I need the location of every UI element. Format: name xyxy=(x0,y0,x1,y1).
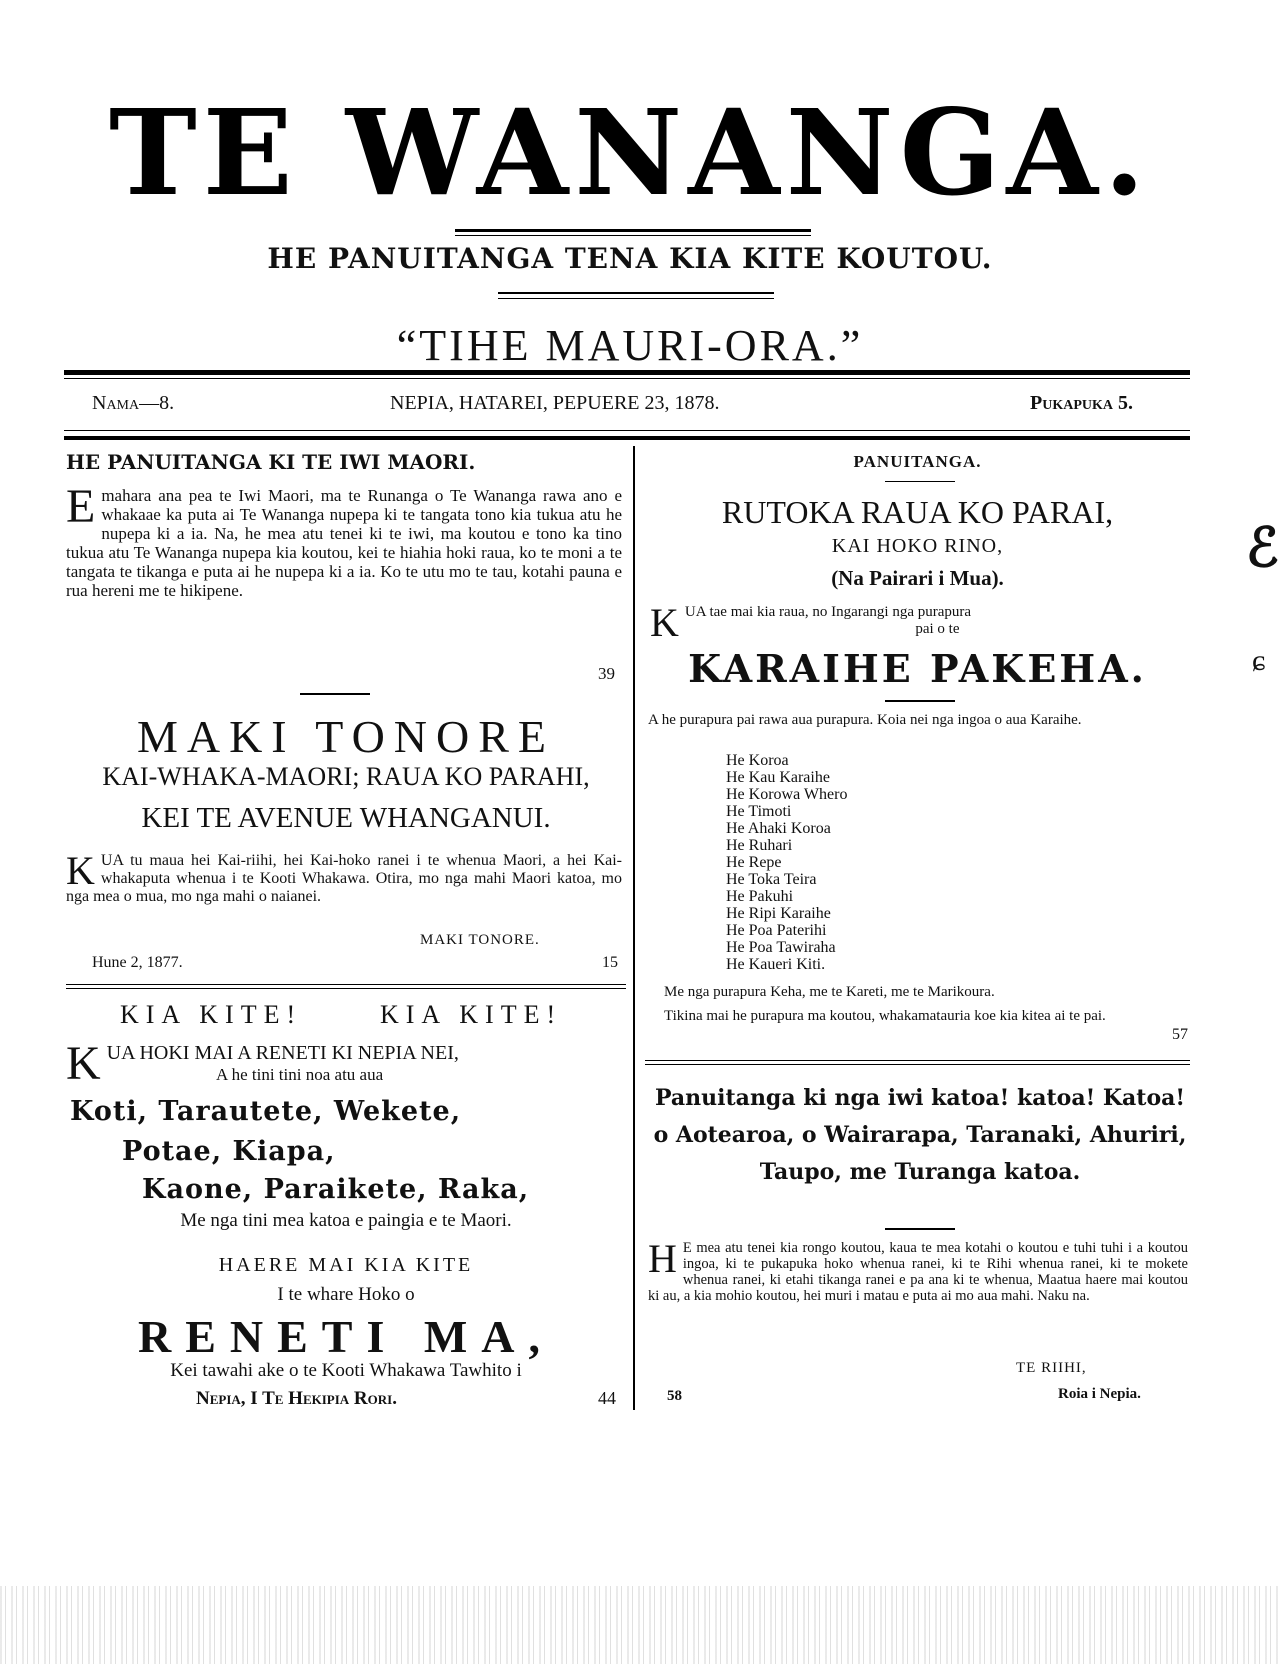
maki-signature: MAKI TONORE. xyxy=(420,932,540,948)
kiakite-street: Nepia, I Te Hekipia Rori. xyxy=(196,1388,397,1409)
masthead-subtitle: HE PANUITANGA TENA KIA KITE KOUTOU. xyxy=(267,242,993,275)
panui-heading-rule xyxy=(885,481,955,482)
dateline-rule-thick xyxy=(64,436,1190,440)
kiakite-goods-3: Kaone, Paraikete, Raka, xyxy=(142,1174,530,1205)
panui-end-rule-2 xyxy=(645,1064,1190,1065)
tribes-signature: TE RIIHI, xyxy=(1016,1360,1087,1376)
subtitle-rule-2 xyxy=(498,298,774,299)
tribes-place: Roia i Nepia. xyxy=(1058,1386,1141,1402)
maki-line2: KEI TE AVENUE WHANGANUI. xyxy=(141,802,551,834)
maki-name: MAKI TONORE xyxy=(136,711,556,762)
dateline-rule-thin xyxy=(64,430,1190,431)
maki-end-rule-2 xyxy=(66,988,626,989)
panui-firm: RUTOKA RAUA KO PARAI, xyxy=(721,494,1114,530)
maki-date: Hune 2, 1877. xyxy=(92,954,183,971)
panui-list xyxy=(726,752,847,973)
tribes-body xyxy=(648,1236,1188,1304)
motto-rule-thick xyxy=(64,370,1190,375)
list-item: He Poa Tawiraha xyxy=(726,939,836,956)
list-item: He Kau Karaihe xyxy=(726,769,830,786)
panui-desc: A he purapura pai rawa aua purapura. Koia nei nga ingoa o aua Karaihe. xyxy=(648,712,1082,728)
kiakite-line2: A he tini tini noa atu aua xyxy=(216,1065,384,1084)
tribes-text: E mea atu tenei kia rongo koutou, kaua te mea kotahi o koutou e tuhi tuhi i a koutou ingoa, ki te pukapuka hoko whenua ranei, ki te Rihi whenua ranei, ki te mokete whenua ranei, ki etahi tikanga ranei e pa ana ki te whenua, Maatua haere mai koutou ki au, a kia mohio koutou, hei muri i matau e puta ai mo aua mahi. Naku na. xyxy=(648,1240,1188,1304)
maki-text: UA tu maua hei Kai-riihi, hei Kai-hoko ranei i te whenua Maori, a hei Kai-whakaputa whenua i te Kooti Whakawa. Otira, mo nga mahi Maori katoa, mo nga mea o mua, mo nga mahi o naianei. xyxy=(66,852,622,905)
subtitle-rule xyxy=(498,292,774,294)
panui-closing: Tikina mai he purapura ma koutou, whakamatauria koe kia kitea ai te pai. xyxy=(664,1008,1106,1024)
list-item: He Ripi Karaihe xyxy=(726,905,831,922)
panui-note: (Na Pairari i Mua). xyxy=(831,566,1004,590)
list-item: He Koroa xyxy=(726,752,789,769)
tribes-heading: Panuitanga ki nga iwi katoa! katoa! Katoa! o Aotearoa, o Wairarapa, Taranaki, Ahuriri, Taupo, me Turanga katoa. xyxy=(653,1085,1187,1185)
issue-date: NEPIA, HATAREI, PEPUERE 23, 1878. xyxy=(390,392,720,414)
panui-intro xyxy=(650,600,1190,645)
kiakite-whare: I te whare Hoko o xyxy=(277,1284,415,1305)
panui-product-rule xyxy=(885,700,955,702)
masthead-rule-top xyxy=(455,229,811,232)
tribes-dropcap: H xyxy=(648,1236,677,1281)
kiakite-dropcap: K xyxy=(66,1037,101,1090)
kiakite-line1: UA HOKI MAI A RENETI KI NEPIA NEI, xyxy=(106,1042,459,1064)
masthead-motto: “TIHE MAURI-ORA.” xyxy=(396,321,864,370)
motto-rule-thin xyxy=(64,378,1190,379)
notice-heading: HE PANUITANGA KI TE IWI MAORI. xyxy=(66,450,476,474)
notice-dropcap: E xyxy=(66,480,96,533)
maki-body xyxy=(66,848,622,906)
notice-body xyxy=(66,480,622,600)
panui-intro-1: UA tae mai kia raua, no Ingarangi nga purapura xyxy=(684,604,972,620)
issue-number: Nama—8. xyxy=(92,392,175,414)
masthead-rule-top-2 xyxy=(455,235,811,236)
panui-dropcap: K xyxy=(650,600,679,645)
list-item: He Poa Paterihi xyxy=(726,922,827,939)
panui-product: KARAIHE PAKEHA. xyxy=(688,646,1147,691)
notice-number: 39 xyxy=(598,664,615,683)
kiakite-goods-2: Potae, Kiapa, xyxy=(122,1136,336,1167)
kiakite-heading-1: KIA KITE! xyxy=(120,1000,303,1029)
masthead-title: TE WANANGA. xyxy=(108,83,1152,222)
kiakite-line3: Me nga tini mea katoa e paingia e te Maori. xyxy=(180,1210,512,1231)
kiakite-number: 44 xyxy=(598,1388,616,1408)
list-item: He Timoti xyxy=(726,803,792,820)
panui-number: 57 xyxy=(1172,1026,1188,1043)
list-item: He Ruhari xyxy=(726,837,793,854)
margin-curve-icon: ɕ xyxy=(1252,644,1266,677)
maki-dropcap: K xyxy=(66,848,95,893)
scan-noise-strip xyxy=(0,1586,1280,1664)
reneti-name: RENETI MA, xyxy=(137,1311,555,1362)
list-item: He Toka Teira xyxy=(726,871,817,888)
list-item: He Pakuhi xyxy=(726,888,794,905)
panui-heading: PANUITANGA. xyxy=(853,452,982,471)
margin-scroll-icon: ℰ xyxy=(1246,515,1279,579)
tribes-heading-rule xyxy=(885,1228,955,1230)
notice-end-rule xyxy=(300,693,370,695)
kiakite-goods-1: Koti, Tarautete, Wekete, xyxy=(70,1096,462,1127)
panui-trade: KAI HOKO RINO, xyxy=(831,535,1004,557)
list-item: He Kaueri Kiti. xyxy=(726,956,826,973)
kiakite-intro xyxy=(66,1037,626,1090)
list-item: He Korowa Whero xyxy=(726,786,848,803)
list-item: He Repe xyxy=(726,854,782,871)
panui-extra: Me nga purapura Keha, me te Kareti, me te Marikoura. xyxy=(664,984,995,1000)
maki-number: 15 xyxy=(602,954,618,971)
kiakite-heading-2: KIA KITE! xyxy=(380,1000,563,1029)
panui-intro-2: pai o te xyxy=(915,621,960,637)
notice-text: mahara ana pea te Iwi Maori, ma te Runanga o Te Wananga rawa ano e whakaae ka puta ai Te Wananga nupepa ki te tangata tono kia tukua atu he nupepa ki a ia. Na, he mea atu tenei ki te iwi, ma koutou e tono ka tino tukua atu Te Wananga nupepa kia koutou, kei te hiahia hoki raua, ko te moni a te tangata te tikanga e puta ai he nupepa ki a ia. Ko te utu mo te tau, kotahi pauna e rua hereni me te hikipene. xyxy=(66,486,622,600)
kiakite-address: Kei tawahi ake o te Kooti Whakawa Tawhito i xyxy=(170,1360,522,1381)
column-divider xyxy=(633,446,635,1410)
maki-line1: KAI-WHAKA-MAORI; RAUA KO PARAHI, xyxy=(102,762,590,791)
maki-end-rule xyxy=(66,984,626,985)
tribes-number: 58 xyxy=(667,1388,682,1404)
volume-number: Pukapuka 5. xyxy=(1030,392,1133,414)
list-item: He Ahaki Koroa xyxy=(726,820,831,837)
kiakite-haere: HAERE MAI KIA KITE xyxy=(218,1254,474,1276)
panui-end-rule xyxy=(645,1060,1190,1061)
